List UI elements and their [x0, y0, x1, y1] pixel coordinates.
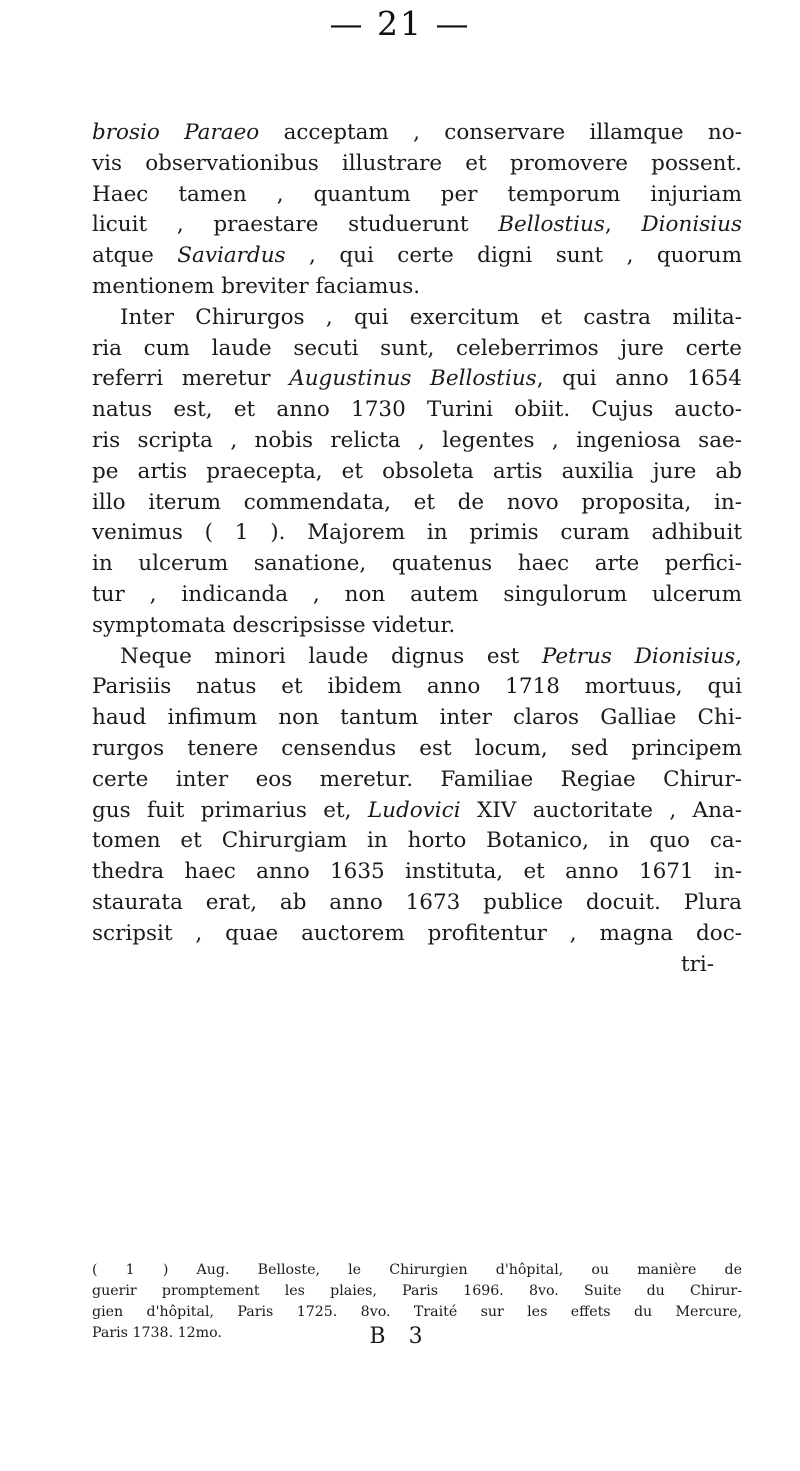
text-run: vis observationibus illustrare et promovere possent. [92, 150, 742, 176]
text-run: thedra haec anno 1635 instituta, et anno 1671 in- [92, 859, 742, 885]
text-line [92, 549, 742, 580]
text-line [92, 180, 742, 211]
text-line [92, 426, 742, 457]
text-line [92, 334, 742, 365]
text-line [92, 149, 742, 180]
text-line [92, 796, 742, 827]
text-run: acceptam , conservare illamque no- [259, 120, 742, 145]
text-run: natus est, et anno 1730 Turini obiit. Cujus aucto- [92, 397, 742, 423]
text-line [92, 118, 742, 149]
text-run: certe inter eos meretur. Familiae Regiae Chirur- [92, 766, 742, 792]
text-line [92, 703, 742, 734]
text-run: licuit , praestare studuerunt [92, 212, 499, 238]
text-line [92, 672, 742, 703]
text-line [92, 364, 742, 395]
text-line [92, 580, 742, 611]
footnote-line: guerir promptement les plaies, Paris 1696. 8vo. Suite du Chirur- [92, 1283, 742, 1299]
text-run: ria cum laude secuti sunt, celeberrimos jure certe [92, 335, 742, 361]
italic-name: Augustinus Bellostius [289, 366, 537, 392]
text-run: , qui certe digni sunt , quorum [285, 243, 742, 269]
text-run: gus fuit primarius et, [92, 797, 368, 823]
text-run: Haec tamen , quantum per temporum injuriam [92, 181, 742, 207]
text-line [92, 272, 742, 303]
text-line [92, 457, 742, 488]
text-line [92, 826, 742, 857]
text-run: , [735, 643, 742, 669]
text-line [92, 488, 742, 519]
text-run: Parisiis natus et ibidem anno 1718 mortuus, qui [92, 674, 742, 700]
text-line [92, 395, 742, 426]
footnote-line: gien d'hôpital, Paris 1725. 8vo. Traité sur les effets du Mercure, [92, 1304, 742, 1320]
page-number: — 21 — [329, 4, 471, 43]
text-run: Neque minori laude dignus est [120, 643, 542, 669]
text-line [92, 857, 742, 888]
text-run: atque [92, 243, 178, 269]
text-line [92, 919, 742, 950]
text-run: staurata erat, ab anno 1673 publice docuit. Plura [92, 889, 742, 915]
italic-name: Bellostius [498, 212, 605, 238]
main-text [92, 118, 742, 980]
text-line [92, 303, 742, 334]
text-run: tur , indicanda , non autem singulorum ulcerum [92, 581, 742, 607]
text-run: symptomata descripsisse videtur. [92, 612, 456, 638]
text-run: tri- [680, 951, 714, 977]
text-line [92, 734, 742, 765]
text-run: pe artis praecepta, et obsoleta artis auxilia jure ab [92, 458, 742, 484]
italic-name: Saviardus [177, 243, 286, 269]
text-run: Inter Chirurgos , qui exercitum et castra milita- [120, 304, 742, 330]
italic-name: brosio Paraeo [92, 120, 260, 145]
italic-name: Petrus Dionisius [541, 643, 736, 669]
text-run: rurgos tenere censendus est locum, sed principem [92, 735, 742, 761]
text-run: venimus ( 1 ). Majorem in primis curam adhibuit [92, 520, 742, 546]
text-line [92, 518, 742, 549]
text-line [92, 241, 742, 272]
footnote-line: Paris 1738. 12mo. [92, 1325, 222, 1341]
text-line [92, 611, 742, 642]
text-run: haud infimum non tantum inter claros Galliae Chi- [92, 705, 742, 731]
italic-name: Ludovici [367, 797, 461, 823]
text-run: tomen et Chirurgiam in horto Botanico, in quo ca- [92, 828, 742, 854]
text-line [92, 950, 742, 981]
italic-name: Dionisius [641, 212, 742, 238]
text-line [92, 765, 742, 796]
footnote-line: ( 1 ) Aug. Belloste, le Chirurgien d'hôpital, ou manière de [92, 1262, 742, 1278]
text-run: scripsit , quae auctorem profitentur , magna doc- [92, 920, 742, 946]
signature-mark: B 3 [369, 1324, 431, 1349]
text-line [92, 888, 742, 919]
text-run: , [604, 212, 642, 238]
text-run: illo iterum commendata, et de novo proposita, in- [92, 489, 742, 515]
text-line [92, 210, 742, 241]
text-run: mentionem breviter faciamus. [92, 273, 421, 299]
text-run: referri meretur [92, 366, 290, 392]
text-run: ris scripta , nobis relicta , legentes , ingeniosa sae- [92, 427, 742, 453]
text-run: , qui anno 1654 [536, 366, 742, 392]
text-run: XIV auctoritate , Ana- [460, 797, 742, 823]
text-line [92, 642, 742, 673]
text-run: in ulcerum sanatione, quatenus haec arte perfici- [92, 551, 742, 577]
